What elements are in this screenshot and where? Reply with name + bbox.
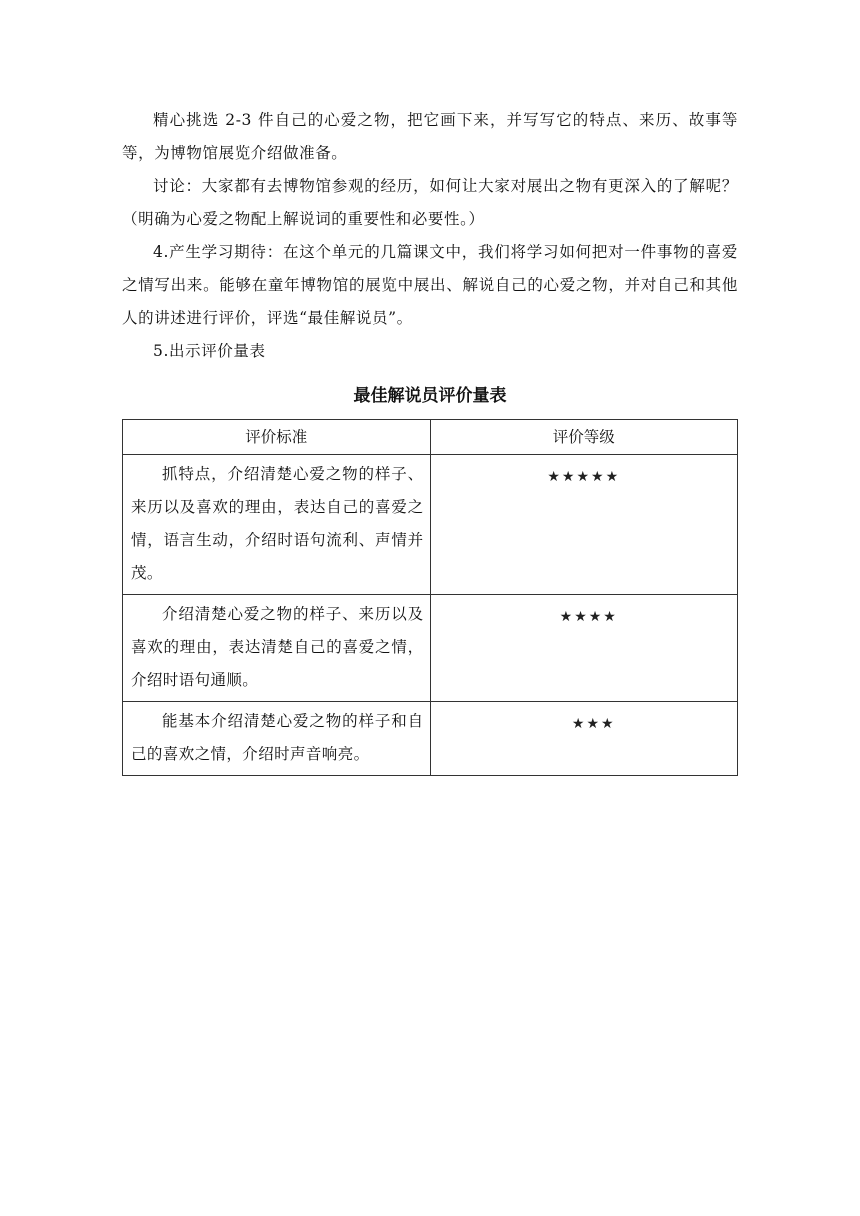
header-rating-level: 评价等级 [430, 420, 738, 455]
criteria-text-four-star: 介绍清楚心爱之物的样子、来历以及喜欢的理由，表达清楚自己的喜爱之情，介绍时语句通顺。 [131, 605, 424, 689]
star-rating-four [431, 595, 738, 634]
table-row [123, 702, 738, 776]
star-rating-three [431, 702, 738, 741]
header-criteria: 评价标准 [123, 420, 431, 455]
criteria-cell [123, 455, 431, 595]
star-icon: ★★★ [571, 716, 616, 732]
rating-cell [430, 702, 738, 776]
paragraph-discussion: 讨论：大家都有去博物馆参观的经历，如何让大家对展出之物有更深入的了解呢？（明确为心爱之物配上解说词的重要性和必要性。） [122, 177, 738, 228]
rating-cell [430, 595, 738, 702]
star-rating-five [431, 455, 738, 494]
rubric-header-row [123, 420, 738, 455]
table-row [123, 595, 738, 702]
star-icon: ★★★★★ [547, 469, 621, 485]
paragraph-show-rubric: 5.出示评价量表 [153, 342, 266, 360]
criteria-cell [123, 595, 431, 702]
paragraph-select-items: 精心挑选 2-3 件自己的心爱之物，把它画下来，并写写它的特点、来历、故事等等，为博物馆展览介绍做准备。 [122, 111, 738, 162]
rubric-table [122, 419, 738, 776]
paragraph-learning-expectation: 4.产生学习期待：在这个单元的几篇课文中，我们将学习如何把对一件事物的喜爱之情写出来。能够在童年博物馆的展览中展出、解说自己的心爱之物，并对自己和其他人的讲述进行评价，评选“最佳解说员”。 [122, 243, 738, 327]
star-icon: ★★★★ [559, 609, 618, 625]
criteria-text-three-star: 能基本介绍清楚心爱之物的样子和自己的喜欢之情，介绍时声音响亮。 [131, 712, 424, 763]
criteria-text-five-star: 抓特点，介绍清楚心爱之物的样子、来历以及喜欢的理由，表达自己的喜爱之情，语言生动，介绍时语句流利、声情并茂。 [131, 465, 424, 582]
rubric-table-title: 最佳解说员评价量表 [353, 386, 507, 406]
criteria-cell [123, 702, 431, 776]
table-row [123, 455, 738, 595]
rating-cell [430, 455, 738, 595]
